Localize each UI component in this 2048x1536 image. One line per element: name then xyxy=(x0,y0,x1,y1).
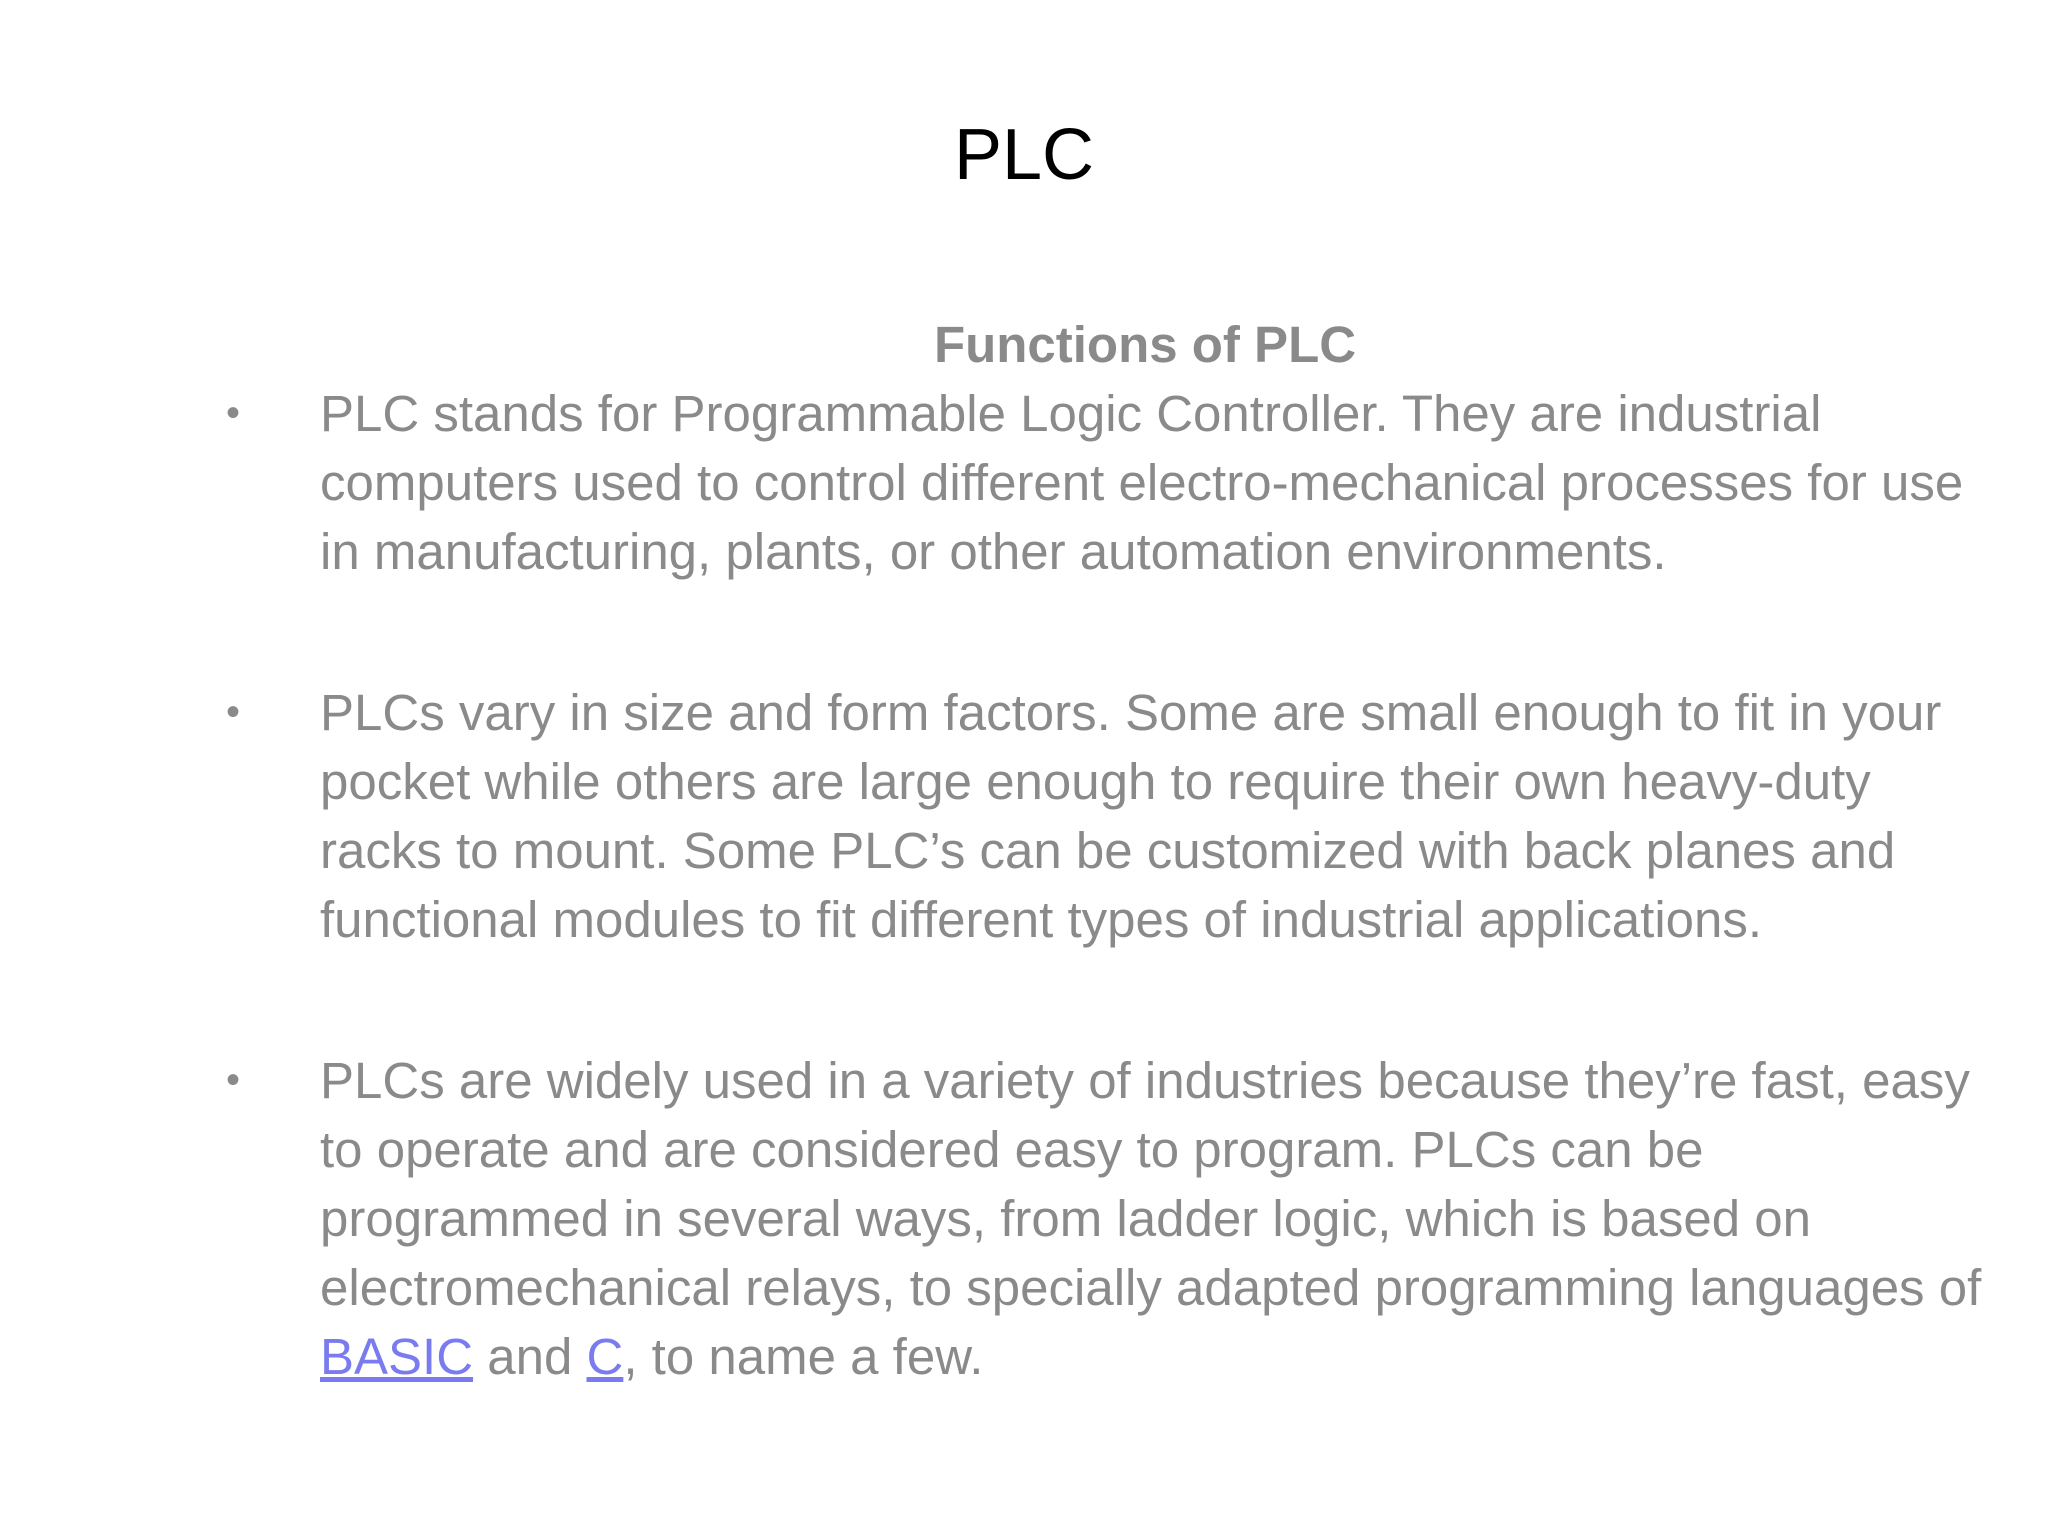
basic-link[interactable]: BASIC xyxy=(320,1328,474,1385)
bullet-dot-icon: • xyxy=(226,391,241,435)
bullet-item xyxy=(210,379,2000,586)
c-link[interactable]: C xyxy=(586,1328,624,1385)
bullet-text-end: , to name a few. xyxy=(623,1328,984,1385)
slide-content xyxy=(210,310,2000,1391)
bullet-text-start: PLCs are widely used in a variety of industries because they’re fast, easy to operate and are considered easy to program. PLCs can be programmed in several ways, from ladder logic, which is based on electromechanical relays, to specially adapted programming languages of xyxy=(320,1052,1982,1316)
bullet-dot-icon: • xyxy=(226,690,241,734)
bullet-dot-icon: • xyxy=(226,1058,241,1102)
bullet-text xyxy=(320,1052,1981,1385)
slide-title: PLC xyxy=(953,115,1095,195)
bullet-item xyxy=(210,678,2000,954)
bullet-text-middle: and xyxy=(473,1328,587,1385)
subheading: Functions of PLC xyxy=(933,316,1357,373)
bullet-list xyxy=(210,379,2000,1391)
bullet-text: PLCs vary in size and form factors. Some are small enough to fit in your pocket while others are large enough to require their own heavy-duty racks to mount. Some PLC’s can be customized with back planes and functional modules to fit different types of industrial applications. xyxy=(320,684,1942,948)
bullet-text: PLC stands for Programmable Logic Controller. They are industrial computers used to control different electro-mechanical processes for use in manufacturing, plants, or other automation environments. xyxy=(320,385,1964,580)
bullet-item xyxy=(210,1046,2000,1391)
